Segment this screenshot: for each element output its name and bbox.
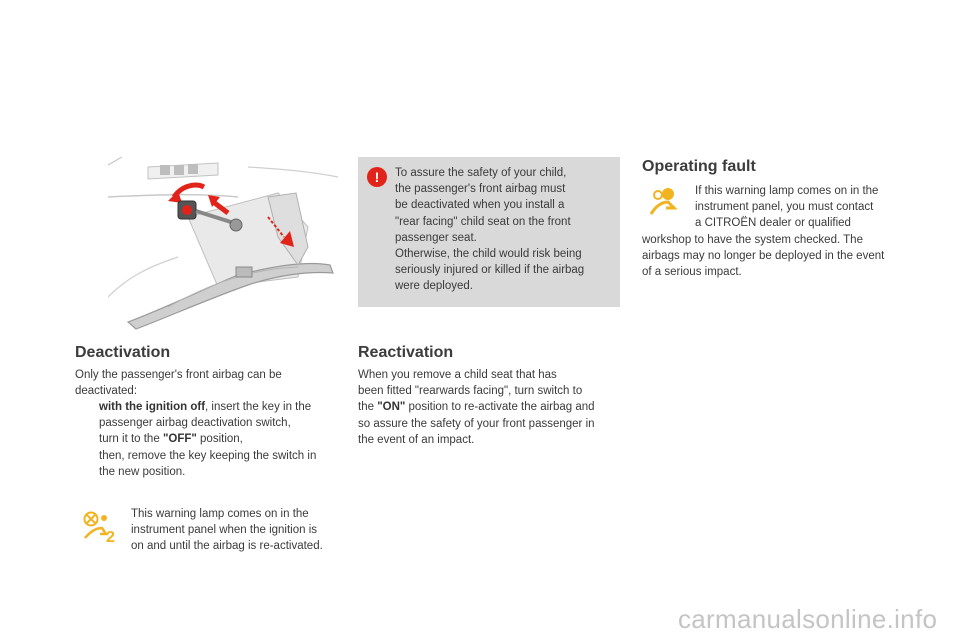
warning-red-icon [367,167,387,187]
glovebox-drawing [108,157,338,332]
airbag-off-lamp-icon [82,510,118,544]
warning-icon-glyph: ! [374,169,380,185]
deactivation-step-3 [75,448,355,480]
deactivation-step-1 [75,399,355,431]
reactivation-line4: so assure the safety of your front passenger in [358,417,595,430]
lamp-note-line3: on and until the airbag is re-activated. [131,540,323,553]
deactivation-intro-line1: Only the passenger's front airbag can be [75,369,282,381]
svg-text:2: 2 [106,529,115,544]
warning-text [395,165,617,295]
reactivation-heading: Reactivation [358,344,454,361]
fault-line: of a serious impact. [642,266,742,279]
warning-line: "rear facing" child seat on the front [395,215,571,228]
reactivation-line1: When you remove a child seat that has [358,369,557,381]
step-1-line2: passenger airbag deactivation switch, [99,417,291,430]
warning-line: be deactivated when you install a [395,199,565,212]
operating-fault-heading: Operating fault [642,158,756,175]
watermark: carmanualsonline.info [678,604,938,634]
fault-line: a CITROËN dealer or qualified [695,217,851,230]
lamp-note [131,506,351,555]
step-1-bold: with the ignition off [99,401,206,413]
step-3-line1: then, remove the key keeping the switch in [99,449,317,462]
deactivation-heading: Deactivation [75,344,171,361]
reactivation-text [358,367,628,448]
step-3-line2: the new position. [99,465,186,478]
fault-line: If this warning lamp comes on in the [695,185,879,197]
operating-fault-text [642,232,922,281]
warning-box [358,157,620,307]
lamp-note-line1: This warning lamp comes on in the [131,508,309,520]
step-2-prefix: turn it to the [99,433,163,446]
step-1-rest: , insert the key in the [205,401,312,413]
reactivation-line5: the event of an impact. [358,433,475,446]
step-2-bold: "OFF" [162,433,197,446]
deactivation-steps [75,399,355,480]
fault-line: instrument panel, you must contact [695,201,874,214]
glovebox-illustration [108,157,338,332]
warning-line: seriously injured or killed if the airbag [395,264,585,277]
deactivation-intro-line2: deactivated: [75,385,138,398]
airbag-fault-lamp-icon [648,186,684,218]
warning-line: To assure the safety of your child, [395,167,567,179]
deactivation-step-2 [75,431,355,447]
reactivation-line2: been fitted "rearwards facing", turn switch to [358,385,583,398]
reactivation-line3-rest: position to re-activate the airbag and [405,401,595,414]
operating-fault-text-indented [695,183,915,232]
fault-line: airbags may no longer be deployed in the event [642,250,885,263]
warning-line: the passenger's front airbag must [395,183,566,196]
reactivation-line3 [358,399,628,415]
warning-line: Otherwise, the child would risk being [395,248,582,261]
step-2-rest: position, [196,433,243,446]
warning-line: were deployed. [395,280,473,293]
reactivation-on-label: "ON" [377,401,406,414]
deactivation-intro [75,367,345,399]
warning-line: passenger seat. [395,231,477,244]
reactivation-line3-prefix: the [358,401,378,414]
lamp-note-line2: instrument panel when the ignition is [131,524,318,537]
fault-line: workshop to have the system checked. The [642,234,863,246]
